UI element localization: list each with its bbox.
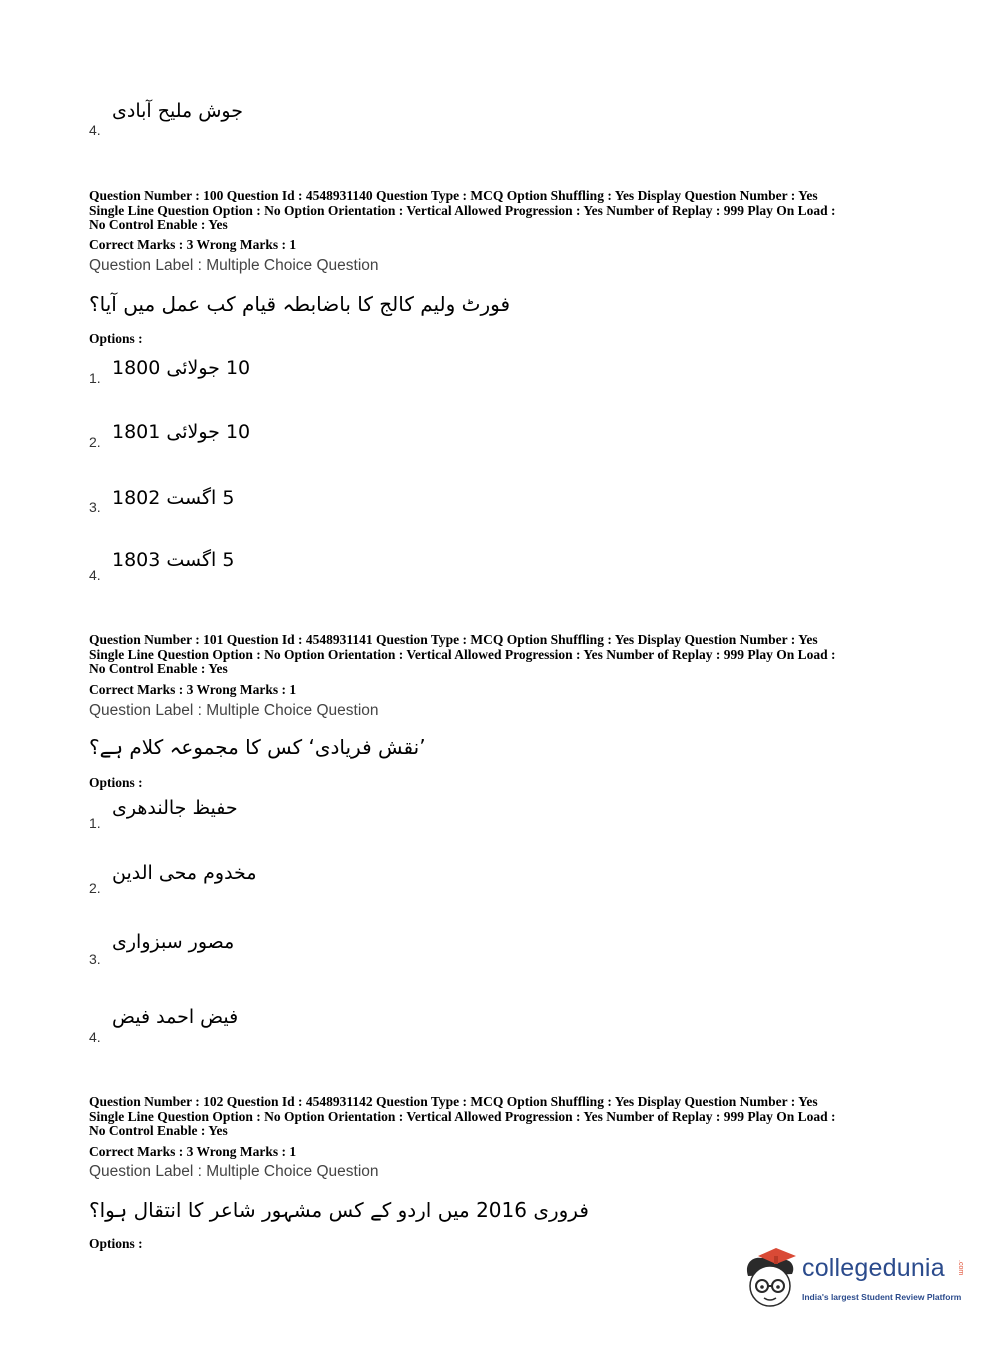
- option-text[interactable]: مخدوم محی الدین: [112, 862, 257, 884]
- option-number: 1.: [89, 370, 101, 386]
- question-marks: Correct Marks : 3 Wrong Marks : 1: [89, 237, 297, 252]
- logo-tagline: India's largest Student Review Platform: [802, 1292, 962, 1302]
- question-marks: Correct Marks : 3 Wrong Marks : 1: [89, 1144, 297, 1159]
- option-number: 2.: [89, 434, 101, 450]
- collegedunia-logo: [740, 1246, 970, 1316]
- option-text[interactable]: فیض احمد فیض: [112, 1006, 239, 1028]
- option-text[interactable]: مصور سبزواری: [112, 931, 235, 953]
- option-text[interactable]: 10 جولائی 1801: [112, 421, 251, 443]
- question-marks: Correct Marks : 3 Wrong Marks : 1: [89, 682, 297, 697]
- option-text: جوش ملیح آبادی: [112, 100, 243, 122]
- question-label: Question Label : Multiple Choice Question: [89, 257, 379, 274]
- logo-suffix: .com: [957, 1260, 964, 1276]
- question-meta: Question Number : 100 Question Id : 4548931140 Question Type : MCQ Option Shuffling : Yes Display Question Number : Yes Single Line Question Option : No Option Orientation : Vertical Allowed Progression : Yes Number of Replay : 999 Play On Load : No Control Enable : Yes: [89, 188, 836, 233]
- question-meta: Question Number : 102 Question Id : 4548931142 Question Type : MCQ Option Shuffling : Yes Display Question Number : Yes Single Line Question Option : No Option Orientation : Vertical Allowed Progression : Yes Number of Replay : 999 Play On Load : No Control Enable : Yes: [89, 1094, 836, 1139]
- option-text[interactable]: 5 اگست 1802: [112, 487, 235, 509]
- option-text[interactable]: 5 اگست 1803: [112, 549, 235, 571]
- option-number: 4.: [89, 1029, 101, 1045]
- option-text[interactable]: 10 جولائی 1800: [112, 357, 251, 379]
- option-number: 2.: [89, 880, 101, 896]
- question-label: Question Label : Multiple Choice Question: [89, 702, 379, 719]
- question-meta: Question Number : 101 Question Id : 4548931141 Question Type : MCQ Option Shuffling : Yes Display Question Number : Yes Single Line Question Option : No Option Orientation : Vertical Allowed Progression : Yes Number of Replay : 999 Play On Load : No Control Enable : Yes: [89, 632, 836, 677]
- option-number: 1.: [89, 815, 101, 831]
- option-number: 4.: [89, 122, 101, 138]
- options-heading: Options :: [89, 331, 143, 346]
- mascot-icon: [740, 1246, 800, 1316]
- logo-wordmark: collegedunia: [802, 1254, 945, 1282]
- option-number: 4.: [89, 567, 101, 583]
- option-text[interactable]: حفیظ جالندھری: [112, 797, 238, 819]
- option-number: 3.: [89, 499, 101, 515]
- options-heading: Options :: [89, 775, 143, 790]
- question-text: فورٹ ولیم کالج کا باضابطہ قیام کب عمل میں آیا؟: [89, 292, 511, 316]
- question-label: Question Label : Multiple Choice Question: [89, 1163, 379, 1180]
- question-text: فروری 2016 میں اردو کے کس مشہور شاعر کا انتقال ہوا؟: [89, 1198, 589, 1222]
- question-text: ’نقش فریادی‘ کس کا مجموعہ کلام ہے؟: [89, 735, 426, 759]
- options-heading: Options :: [89, 1236, 143, 1251]
- option-number: 3.: [89, 951, 101, 967]
